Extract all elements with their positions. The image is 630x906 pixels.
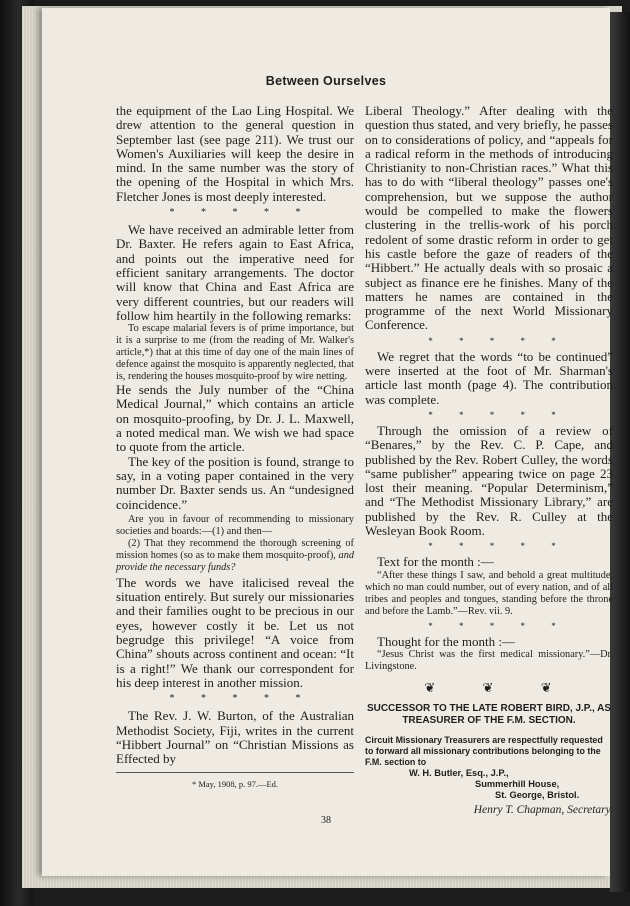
paragraph: We regret that the words “to be continued” were inserted at the foot of Mr. Sharman's article last month (page 4). The contribution was complete. xyxy=(365,348,613,407)
text-heading: Text for the month :— xyxy=(377,554,494,570)
footnote: * May, 1908, p. 97.—Ed. xyxy=(191,779,279,790)
paragraph: The Rev. J. W. Burton, of the Australian Methodist Society, Fiji, writes in the current “Hibbert Journal” on “Christian Missions as Effected by xyxy=(116,708,354,767)
book-page xyxy=(42,8,613,876)
paragraph: The words we have italicised reveal the situation entirely. But surely our missionaries and their families ought to be precious in our eyes, however costly it be. Let us not begrudge this privilege! “A voice from China” shouts across continent and ocean: “It is a right!” We thank our correspondent for his deep interest in another mission. xyxy=(116,574,354,690)
quotation-text: (2) That they recommend the thorough screening of mission homes (so as to make them mosquito-proof), xyxy=(116,537,354,561)
paragraph: Through the omission of a review of “Benares,” by the Rev. C. P. Cape, and published by the Rev. Robert Culley, the words “same publisher” appearing twice on page 23 lost their meaning. “Popular Determinism,” and “The Methodist Missionary Library,” are published by the Rev. R. Culley at the Wesleyan Book Room. xyxy=(365,422,613,539)
ornament: ❦ ❦ ❦ xyxy=(424,679,574,695)
address-line: Summerhill House, xyxy=(475,779,560,790)
section-separator: * * * * * xyxy=(428,541,568,552)
thought-heading: Thought for the month :— xyxy=(377,633,515,649)
page-number: 38 xyxy=(321,815,331,826)
address-line: St. George, Bristol. xyxy=(495,790,580,801)
quotation: To escape malarial fevers is of prime importance, but it is a surprise to me (from the reading of Mr. Walker's article,*) that at this time of day one of the main lines of defence against the mosquito is apparently neglected, that is, rendering the houses mosquito-proof by wire netting. xyxy=(116,323,354,383)
section-separator: * * * * * xyxy=(169,693,313,705)
section-separator: * * * * * xyxy=(428,620,568,631)
address-line: W. H. Butler, Esq., J.P., xyxy=(409,768,509,779)
notice-body: Circuit Missionary Treasurers are respectfully requested to forward all missionary contributions belonging to the F.M. section to xyxy=(365,735,603,768)
thought-quote: “Jesus Christ was the first medical missionary.”—Dr. Livingstone. xyxy=(365,648,613,672)
right-column xyxy=(365,104,613,818)
footnote-rule xyxy=(116,772,354,773)
left-column xyxy=(116,104,354,792)
section-separator: * * * * * xyxy=(169,207,313,219)
paragraph: the equipment of the Lao Ling Hospital. We drew attention to the general question in September last (see page 211). We trust our Women's Auxiliaries will keep the desire in mind. In the same number was the story of the opening of the Hospital in which Mrs. Fletcher Jones is most deeply interested. xyxy=(116,103,354,204)
paragraph: He sends the July number of the “China Medical Journal,” which contains an article on mosquito-proofing, by Dr. J. L. Maxwell, a noted medical man. We wish we had space to quote from the article. xyxy=(116,382,354,455)
paragraph: We have received an admirable letter from Dr. Baxter. He refers again to East Africa, and points out the imperative need for efficient sanitary arrangements. The doctor will know that China and East Africa are very different countries, but our readers will follow him heartily in the following remarks: xyxy=(116,222,354,323)
italic-text: and provide the necessary funds? xyxy=(116,549,354,573)
notice-title: SUCCESSOR TO THE LATE ROBERT BIRD, J.P., AS TREASURER OF THE F.M. SECTION. xyxy=(366,703,612,727)
quotation: Are you in favour of recommending to missionary societies and boards:—(1) and then— xyxy=(116,513,354,537)
book-cover-edge xyxy=(610,12,630,892)
section-separator: * * * * * xyxy=(428,409,568,420)
section-separator: * * * * * xyxy=(428,335,568,346)
paragraph: Liberal Theology.” After dealing with the question thus stated, and very briefly, he passes on to considerations of policy, and “appeals for a radical reform in the methods of introducing Christianity to non-Christian races.” What this has to do with “liberal theology” passes one's comprehension, but we suppose the author would be compelled to make the flowers clustering in the trellis-work of his porch redolent of some drastic reform in order to get his castle before the gaze of readers of the “Hibbert.” He actually deals with so prosaic a subject as finance ere he finishes. Many of the matters he names are contained in the programme of the next World Missionary Conference. xyxy=(365,103,613,333)
paragraph: The key of the position is found, strange to say, in a voting paper contained in the very number Dr. Baxter sends us. An “undesigned coincidence.” xyxy=(116,453,354,512)
signature: Henry T. Chapman, Secretary. xyxy=(473,804,613,817)
text-quote: “After these things I saw, and behold a great multitude, which no man could number, out of every nation, and of all tribes and peoples and tongues, standing before the throne and before the Lamb.”—Rev. vii. 9. xyxy=(365,569,613,617)
running-header: Between Ourselves xyxy=(265,74,387,88)
quotation xyxy=(116,538,354,574)
